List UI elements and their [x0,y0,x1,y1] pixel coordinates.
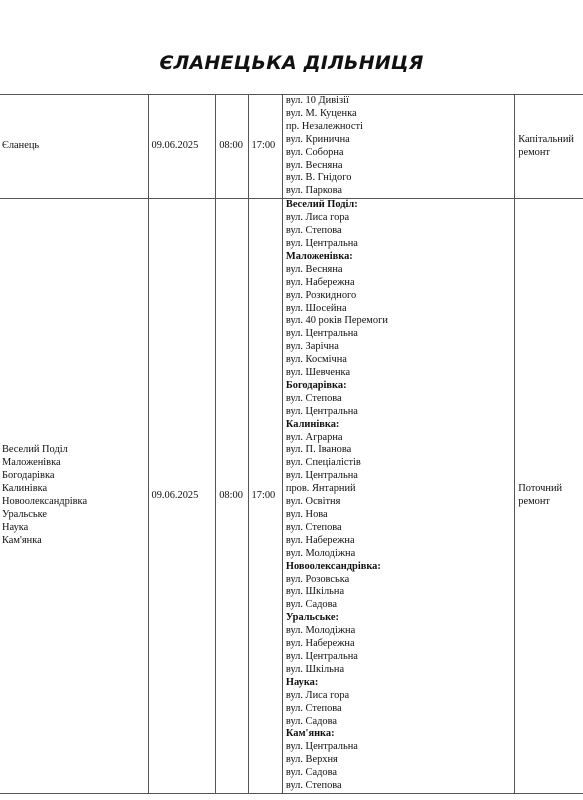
settlement-name: Калинівка [2,483,48,495]
street-item: вул. Шкільна [285,663,345,675]
street-item: вул. Космічна [285,354,347,366]
street-item: вул. М. Куценка [285,107,357,119]
village-heading: Новоолександрівка: [285,560,381,572]
table-row [0,95,583,199]
street-item: вул. Садова [285,715,337,727]
date-cell: 09.06.2025 [148,199,216,794]
street-item: вул. Шкільна [285,586,345,598]
work-type-cell [515,95,583,199]
work-type-text: ремонт [518,146,550,158]
street-item: вул. Центральна [285,328,358,340]
street-item: вул. Центральна [285,741,358,753]
street-item: вул. Аграрна [285,431,343,443]
street-item: вул. Набережна [285,638,355,650]
street-item: вул. Степова [285,521,342,533]
street-item: вул. Лиса гора [285,212,350,224]
settlement-name: Веселий Поділ [2,444,68,456]
village-heading: Уральське: [285,612,339,624]
village-heading: Веселий Поділ: [285,199,358,211]
street-item: вул. Степова [285,392,342,404]
work-type-text: Капітальний [518,133,574,145]
street-item: пр. Незалежності [285,120,363,132]
street-item: вул. Центральна [285,405,358,417]
time-to-cell: 17:00 [248,199,282,794]
settlement-name: Кам'янка [2,534,42,546]
village-heading: Богодарівка: [285,379,347,391]
streets-cell [282,95,514,199]
street-item: вул. Набережна [285,276,355,288]
street-item: вул. Весняна [285,159,343,171]
street-item: вул. Шевченка [285,367,351,379]
settlement-name: Маложенівка [2,457,61,469]
street-item: вул. Нова [285,509,328,520]
street-item: вул. 40 років Перемоги [285,315,388,327]
settlement-name: Уральське [2,509,48,520]
street-item: вул. Центральна [285,650,358,662]
street-item: вул. Степова [285,225,342,237]
street-item: вул. Шосейна [285,302,347,314]
street-item: вул. Весняна [285,263,343,275]
settlement-name: Богодарівка [2,470,55,482]
street-item: вул. П. Іванова [285,444,352,456]
street-item: вул. Набережна [285,534,355,546]
street-item: вул. Молодіжна [285,625,356,637]
table-row [0,199,583,794]
village-heading: Маложенівка: [285,250,353,262]
street-item: вул. Спеціалістів [285,457,361,469]
work-type-cell [515,199,583,794]
time-from-cell: 08:00 [216,95,248,199]
street-item: вул. Зарічна [285,341,339,353]
street-item: вул. В. Гнідого [285,172,352,184]
street-item: вул. Соборна [285,146,344,158]
village-heading: Кам'янка: [285,728,335,740]
street-item: вул. Паркова [285,185,342,197]
street-item: вул. Молодіжна [285,547,356,559]
page-title: ЄЛАНЕЦЬКА ДІЛЬНИЦЯ [159,52,424,74]
village-heading: Наука: [285,676,319,688]
village-heading: Калинівка: [285,418,340,430]
street-item: вул. Центральна [285,470,358,482]
time-to-cell: 17:00 [248,95,282,199]
settlement-name: Єланець [2,140,40,152]
street-item: вул. Центральна [285,237,358,249]
street-item: вул. Лиса гора [285,689,350,701]
street-item: вул. Розовська [285,573,350,585]
street-item: вул. Розкидного [285,289,357,301]
street-item: вул. Степова [285,780,342,792]
settlement-name: Наука [2,521,29,533]
work-type-text: Поточний [518,483,563,495]
settlement-cell [0,95,148,199]
street-item: вул. Садова [285,767,337,779]
street-item: вул. Освітня [285,496,341,508]
street-item: вул. Степова [285,702,342,714]
work-type-text: ремонт [518,496,550,508]
street-item: вул. 10 Дивізії [285,95,349,106]
settlement-name: Новоолександрівка [2,496,88,508]
outage-schedule-table [0,94,583,794]
streets-cell [282,199,514,794]
street-item: пров. Янтарний [285,483,356,495]
time-from-cell: 08:00 [216,199,248,794]
street-item: вул. Садова [285,599,337,611]
street-item: вул. Кринична [285,133,350,145]
settlement-cell [0,199,148,794]
street-item: вул. Верхня [285,754,338,766]
date-cell: 09.06.2025 [148,95,216,199]
